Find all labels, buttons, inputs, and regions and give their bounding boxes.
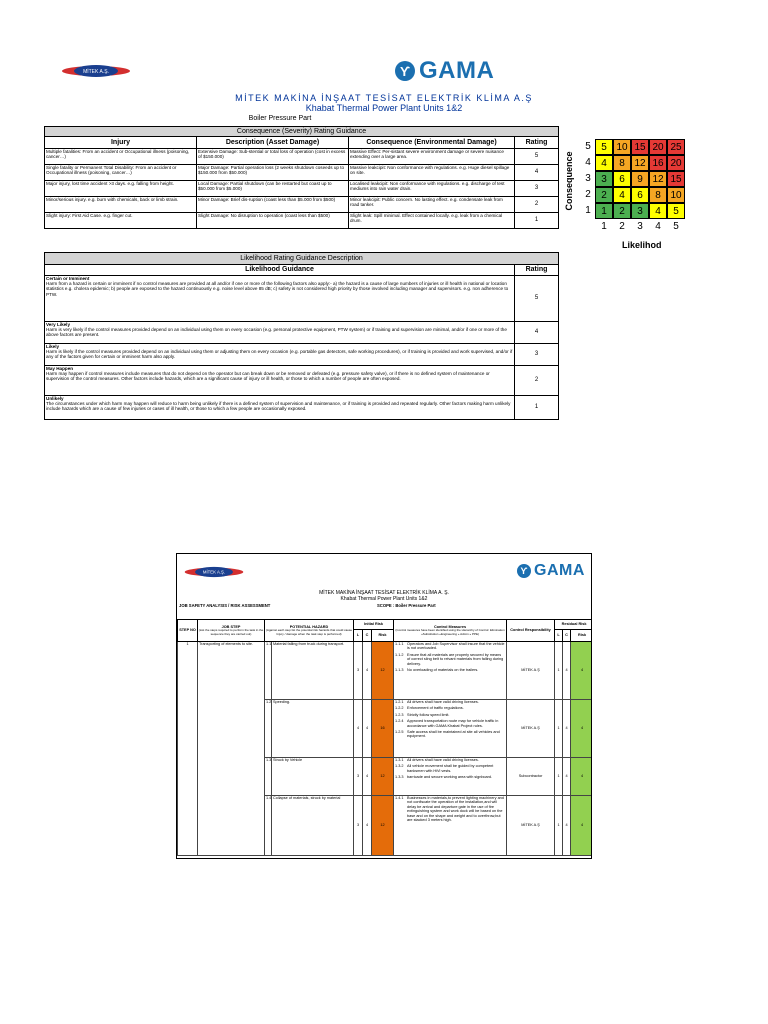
likelihood-table-title: Likelihood Rating Guidance Description: [45, 253, 559, 265]
col-likelihood-guidance: Likelihood Guidance: [45, 265, 515, 276]
part-name: Boiler Pressure Part: [248, 115, 312, 122]
table-row: [45, 276, 559, 322]
risk-matrix-cell: 2: [595, 187, 613, 203]
hazard-text: Struck by Vehicle: [272, 758, 354, 796]
likelihood-text: Harm may happen if control measures include measures that do not depend on the operator but can break down or be removed or defeated (e.g. pressure safety valve), or if there is no defined system of maintenance or supervision of the control measures. Other factors include hazards, which are a significant cause of injury or ill health, or those to which a number of people are often exposed.: [46, 371, 490, 382]
table-row: [45, 213, 559, 229]
rating-cell: 2: [515, 197, 559, 213]
rating-cell: 3: [515, 344, 559, 366]
initial-c: 4: [363, 700, 372, 758]
residual-c: 4: [563, 796, 571, 856]
initial-c: 4: [363, 796, 372, 856]
col-step-no: STEP NO: [178, 620, 198, 642]
risk-matrix-cell: 4: [595, 155, 613, 171]
likelihood-cell: [45, 396, 515, 420]
table-row: [45, 366, 559, 396]
jsa-scope: SCOPE : Boiler Pressure Part: [377, 603, 436, 608]
risk-matrix-cell: 20: [667, 155, 685, 171]
col-residual-risk: Residual Risk: [555, 620, 592, 630]
gama-logo-text: GAMA: [534, 562, 585, 579]
hazard-no: 1.2: [265, 700, 272, 758]
initial-l: 4: [354, 700, 363, 758]
control-measures: 1.3.1 All drivers shall have valid driving licenses. 1.3.2 All vehicle movement shall be guided by competent banksmen with HiVi vests. 1.3.3 barricade and secure working area with signboard.: [394, 758, 507, 796]
severity-rating-table: [44, 126, 559, 229]
likelihood-name: Unlikely: [46, 396, 64, 401]
svg-text:MİTEK A.Ş.: MİTEK A.Ş.: [83, 69, 109, 75]
col-potential-hazard: POTENTIAL HAZARD (Against each step list the potential risk hazards that could cause Injury / damage when the task step is performed): [265, 620, 354, 642]
consequence-value: 2: [585, 189, 591, 200]
control-responsibility: MİTEK A.Ş: [507, 700, 555, 758]
likelihood-text: Harm from a hazard is certain or imminent if no control measures are provided at all and/or if one or more of the following factors also apply:- a) the hazard is a cause of large numbers of injuries or ill health in national or location statistics e.g. cholera epidemic; b) people are exposed to the hazard continuously e.g. noise level above 85 dB; c) safety is not considered high priority by those involved including manager and supervisors. e.g. non adherence to PTW.: [46, 281, 509, 297]
risk-matrix-cell: 20: [649, 139, 667, 155]
risk-matrix-cell: 8: [613, 155, 631, 171]
initial-l: 3: [354, 796, 363, 856]
table-row: [45, 344, 559, 366]
likelihood-text: Harm is very likely if the control measures provided depend on an individual using them on every occasion (e.g. personal protective equipment, PTW system) or if training and supervision are minimal, and/or if one or more of the above factors are present.: [46, 327, 507, 338]
table-row: [45, 197, 559, 213]
asset-cell: Minor Damage: Brief dis-ruption (coast less than $5.000 from $500): [197, 197, 349, 213]
table-row: [45, 181, 559, 197]
col-rating: Rating: [515, 137, 559, 149]
rating-cell: 5: [515, 149, 559, 165]
likelihood-value: 1: [601, 221, 607, 232]
likelihood-text: The circumstances under which harm may happen will reduce to harm being unlikely if there is a defined system of supervision and maintenance, or if training is provided and repeated regularly. Other factors making harm unlikely include hazards which are a cause of few injuries or cases of ill health, or those to which a few people are occasionally exposed.: [46, 401, 511, 412]
residual-c: 4: [563, 758, 571, 796]
gama-logo: [395, 58, 494, 84]
likelihood-value: 3: [637, 221, 643, 232]
risk-matrix-cell: 5: [595, 139, 613, 155]
rating-cell: 2: [515, 366, 559, 396]
consequence-axis-label: Consequence: [564, 151, 574, 211]
risk-matrix-cell: 2: [613, 203, 631, 219]
consequence-value: 5: [585, 141, 591, 152]
col-c: C: [363, 630, 372, 642]
likelihood-name: Very Likely: [46, 322, 71, 327]
svg-text:MİTEK A.Ş.: MİTEK A.Ş.: [202, 569, 226, 575]
risk-matrix-cell: 10: [667, 187, 685, 203]
table-row: [45, 149, 559, 165]
likelihood-cell: [45, 366, 515, 396]
col-l: L: [354, 630, 363, 642]
risk-matrix-cell: 8: [649, 187, 667, 203]
initial-l: 3: [354, 758, 363, 796]
asset-cell: Major Damage: Partial operation loss (2 weeks shutdown coseeds up to $150.000 from $50.000): [197, 165, 349, 181]
env-cell: Massive Effect: Per-sistant severe environment damage or severe nuisance extending over a large area.: [349, 149, 515, 165]
hazard-no: 1.4: [265, 796, 272, 856]
residual-risk: 4: [571, 700, 592, 758]
residual-risk: 4: [571, 796, 592, 856]
hazard-no: 1.1: [265, 642, 272, 700]
col-risk: Risk: [571, 630, 592, 642]
likelihood-value: 4: [655, 221, 661, 232]
likelihood-axis-label: Likelihod: [622, 240, 662, 250]
table-row: [45, 396, 559, 420]
consequence-value: 1: [585, 205, 591, 216]
injury-cell: Minor/serious injury. e.g. burn with chemicals, back or limb strain.: [45, 197, 197, 213]
risk-matrix-cell: 9: [631, 171, 649, 187]
table-row: [178, 642, 593, 700]
risk-matrix-cell: 16: [649, 155, 667, 171]
injury-cell: Slight injury: First Aid Case. e.g. finger cut.: [45, 213, 197, 229]
initial-c: 4: [363, 642, 372, 700]
jsa-company-name: MİTEK MAKİNA İNŞAAT TESİSAT ELEKTRİK KLİMA A. Ş.: [319, 590, 449, 596]
rating-cell: 4: [515, 165, 559, 181]
col-risk: Risk: [372, 630, 394, 642]
table-row: [45, 322, 559, 344]
risk-matrix-cell: 25: [667, 139, 685, 155]
residual-l: 1: [555, 700, 563, 758]
residual-l: 1: [555, 642, 563, 700]
likelihood-name: May Happen: [46, 366, 74, 371]
risk-matrix-cell: 10: [613, 139, 631, 155]
risk-matrix-cell: 5: [667, 203, 685, 219]
severity-table-title: Consequence (Severity) Rating Guidance: [45, 127, 559, 137]
asset-cell: Local Damage: Partial shutdown (can be restarted but coast up to $50.000 from $5.000): [197, 181, 349, 197]
initial-risk: 12: [372, 796, 394, 856]
col-rating: Rating: [515, 265, 559, 276]
hazard-text: Material falling from truck during transport.: [272, 642, 354, 700]
hazard-no: 1.3: [265, 758, 272, 796]
likelihood-cell: [45, 322, 515, 344]
gama-emblem-icon: ϒ: [517, 564, 531, 578]
control-responsibility: Subcontractor: [507, 758, 555, 796]
env-cell: Massive leakcipit: Non conformance with regulations. e.g. Huge diesel spillage on site.: [349, 165, 515, 181]
step-no: 1: [178, 642, 198, 856]
residual-l: 1: [555, 758, 563, 796]
residual-risk: 4: [571, 642, 592, 700]
initial-l: 3: [354, 642, 363, 700]
consequence-value: 3: [585, 173, 591, 184]
risk-matrix-cell: 3: [595, 171, 613, 187]
risk-matrix-cell: 15: [631, 139, 649, 155]
gama-logo: [517, 562, 585, 580]
gama-emblem-icon: ϒ: [395, 61, 415, 81]
env-cell: Minor leakcipit: Public concern. No lasting effect. e.g. condensate leak from road tanker.: [349, 197, 515, 213]
control-measures: 1.4.1 Businesses in materials,to prevent lighting machinery and not confiscate the operation of the installation,and will delay be arrival and departure gate in the use of fire extinguishing system and work dock will be based on the base and on the shape and weight and to overthrow,but are stacked 3 meters high.: [394, 796, 507, 856]
rating-cell: 1: [515, 213, 559, 229]
risk-matrix-cell: 4: [613, 187, 631, 203]
injury-cell: Multiple fatalities: From an accident or Occupational illness (poisoning, cancer…): [45, 149, 197, 165]
env-cell: Slight leak: Spill minimal. Effect contained locally. e.g. leak from a chemical drum.: [349, 213, 515, 229]
mitek-logo: [60, 62, 132, 80]
jsa-table: [177, 619, 592, 856]
likelihood-text: Harm is likely if the control measures provided depend on an individual using them or adjusting them on every occasion (e.g. portable gas detectors, safe working procedures), or if training is provided and work supervised, and/or if any of the factors given for certain or imminent harm also apply.: [46, 349, 513, 360]
mitek-logo: [183, 564, 245, 580]
rating-cell: 1: [515, 396, 559, 420]
initial-risk: 12: [372, 642, 394, 700]
risk-matrix-cell: 6: [631, 187, 649, 203]
likelihood-name: Likely: [46, 344, 60, 349]
risk-matrix-cell: 1: [595, 203, 613, 219]
residual-l: 1: [555, 796, 563, 856]
injury-cell: Major injury, lost time accident >3 days. e.g. falling from height.: [45, 181, 197, 197]
initial-c: 4: [363, 758, 372, 796]
consequence-value: 4: [585, 157, 591, 168]
likelihood-cell: [45, 276, 515, 322]
col-control-responsibility: Control Responsibility: [507, 620, 555, 642]
asset-cell: Extensive Damage: Sub-stential or total loss of operation (cost in excess of $150.000): [197, 149, 349, 165]
rating-cell: 4: [515, 322, 559, 344]
project-name: Khabat Thermal Power Plant Units 1&2: [305, 103, 463, 113]
col-asset-damage: Description (Asset Damage): [197, 137, 349, 149]
residual-c: 4: [563, 642, 571, 700]
risk-matrix-cell: 15: [667, 171, 685, 187]
rating-cell: 5: [515, 276, 559, 322]
risk-matrix-cell: 4: [649, 203, 667, 219]
likelihood-value: 2: [619, 221, 625, 232]
risk-matrix-cell: 12: [649, 171, 667, 187]
col-job-step: JOB STEP (List the steps required to perform the task in the sequence they are carried out): [198, 620, 265, 642]
job-step: Transporting of elements to site.: [198, 642, 265, 856]
env-cell: Localised leakcipit: Non conformance with regulations. e.g. discharge of test mediums into rain water drain.: [349, 181, 515, 197]
risk-matrix-cell: 6: [613, 171, 631, 187]
residual-risk: 4: [571, 758, 592, 796]
jsa-document: [176, 553, 592, 859]
likelihood-value: 5: [673, 221, 679, 232]
hazard-text: Collapse of materials, struck by material: [272, 796, 354, 856]
col-control-measures: Control Measures (Control measures have been identified using the Hierarchy of Control: Elimination »Substitution »Engineering » Admin » PPE): [394, 620, 507, 642]
control-responsibility: MİTEK A.Ş: [507, 796, 555, 856]
initial-risk: 12: [372, 758, 394, 796]
jsa-title: JOB SAFETY ANALYSIS / RISK ASSESSMENT: [179, 603, 271, 608]
col-injury: Injury: [45, 137, 197, 149]
control-measures: 1.1.1 Operators and Job Supervisor shall insure that the vehicle is not overloaded. 1.1.2 Ensure that all materials are properly secured by means of correct sling belt to relvant materials from falling during delivery. 1.1.3 No overloading of materials on the trailers.: [394, 642, 507, 700]
residual-c: 4: [563, 700, 571, 758]
risk-matrix-cell: 3: [631, 203, 649, 219]
asset-cell: Slight Damage: No disruption to operation (coast less than $500): [197, 213, 349, 229]
col-initial-risk: Initial Risk: [354, 620, 394, 630]
likelihood-cell: [45, 344, 515, 366]
likelihood-name: Certain or Imminent: [46, 276, 90, 281]
table-row: [45, 165, 559, 181]
gama-logo-text: GAMA: [419, 57, 495, 84]
initial-risk: 16: [372, 700, 394, 758]
control-responsibility: MİTEK A.Ş: [507, 642, 555, 700]
jsa-project-name: Khabat Thermal Power Plant Units 1&2: [340, 596, 428, 602]
col-c: C: [563, 630, 571, 642]
company-name: MİTEK MAKİNA İNŞAAT TESİSAT ELEKTRİK KLİMA A.Ş: [235, 93, 533, 103]
likelihood-rating-table: [44, 252, 559, 420]
col-environmental-damage: Consequence (Environmental Damage): [349, 137, 515, 149]
col-l: L: [555, 630, 563, 642]
hazard-text: Speeding.: [272, 700, 354, 758]
control-measures: 1.2.1 All drivers shall have valid driving licenses. 1.2.2 Enforcement of traffic regulations. 1.2.3 Strictly follow speed limit. 1.2.4 Approved transportation route map for vehicle traffic in accordance with GAMA Khabat Project rules. 1.2.5 Safe access shall be maintained at site all vehicles and equipment.: [394, 700, 507, 758]
rating-cell: 3: [515, 181, 559, 197]
risk-matrix-cell: 12: [631, 155, 649, 171]
injury-cell: Single fatality or Permanent Total Disability: From an accident or Occupational illness (poisoning, cancer…): [45, 165, 197, 181]
